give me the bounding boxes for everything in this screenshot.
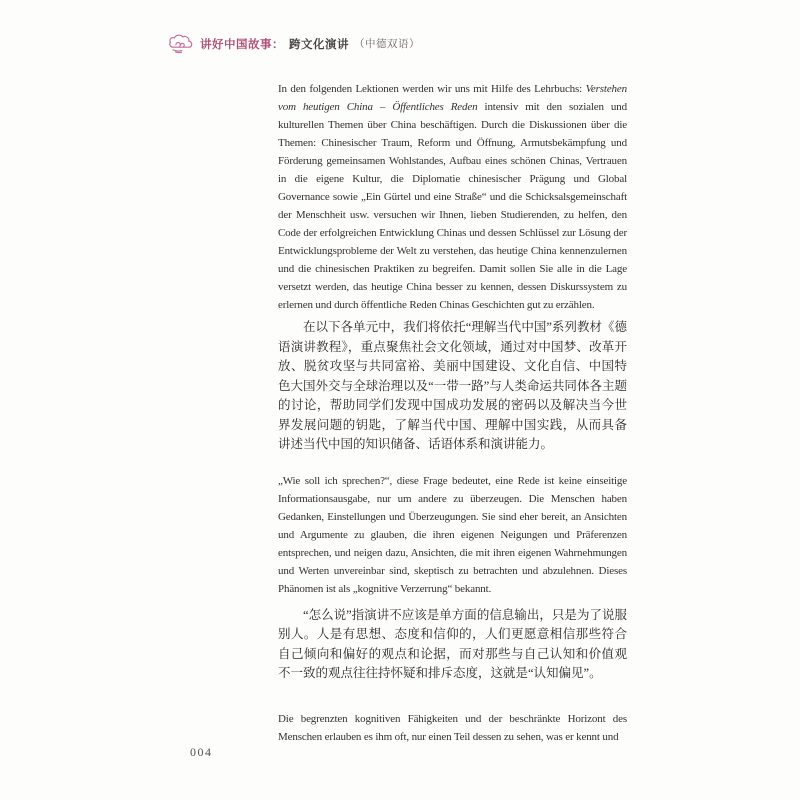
paragraph-chinese-1: 在以下各单元中，我们将依托“理解当代中国”系列教材《德语演讲教程》，重点聚焦社会文化领域，通过对中国梦、改革开放、脱贫攻坚与共同富裕、美丽中国建设、文化自信、中国特色大国外交与全球治理以及“一带一路”与人类命运共同体各主题的讨论，帮助同学们发现中国成功发展的密码以及解决当今世界发展问题的钥匙，了解当代中国、理解中国实践，从而具备讲述当代中国的知识储备、话语体系和演讲能力。 [278, 320, 627, 451]
paragraph-german-1 [278, 80, 627, 314]
running-head [167, 33, 420, 54]
text-column [278, 80, 627, 746]
book-subtitle: 跨文化演讲 [289, 38, 349, 51]
series-title: 讲好中国故事： [200, 38, 284, 51]
paragraph-german-1-continued: intensiv mit den sozialen und kulturellen Themen über China beschäftigen. Durch die Diskussionen über die Themen: Chinesischer Traum, Reform und Öffnung, Armutsbekämpfung und Förderung gemeinsamen Wohlstandes, Aufbau eines schönen Chinas, Vertrauen in die eigene Kultur, die Diplomatie chinesischer Prägung und Global Governance sowie „Ein Gürtel und eine Straße“ und die Schicksalsgemeinschaft der Menschheit usw. versuchen wir Ihnen, lieben Studierenden, zu helfen, den Code der erfolgreichen Entwicklung Chinas und dessen Schlüssel zur Lösung der Entwicklungsprobleme der Welt zu verstehen, das heutige China kennenzulernen und die chinesischen Praktiken zu begreifen. Damit sollen Sie alle in die Lage versetzt werden, das heutige China besser zu kennen, dessen Diskurssystem zu erlernen und durch öffentliche Reden Chinas Geschichten gut zu erzählen. [278, 101, 627, 311]
paragraph-german-3: Die begrenzten kognitiven Fähigkeiten und der beschränkte Horizont des Menschen erlauben es ihm oft, nur einen Teil dessen zu sehen, was er kennt und [278, 712, 627, 743]
edition-note: （中德双语） [354, 38, 420, 50]
paragraph-german-1-text: In den folgenden Lektionen werden wir uns mit Hilfe des Lehrbuchs: [278, 83, 586, 95]
auspicious-cloud-icon [167, 33, 195, 54]
book-title-italic: Verstehen vom heutigen China – Öffentliches Reden [278, 83, 627, 113]
page-number: 004 [190, 745, 213, 759]
paragraph-chinese-2: “怎么说”指演讲不应该是单方面的信息输出，只是为了说服别人。人是有思想、态度和信仰的，人们更愿意相信那些符合自己倾向和偏好的观点和论据，而对那些与自己认知和价值观不一致的观点往往持怀疑和排斥态度，这就是“认知偏见”。 [278, 607, 627, 680]
paragraph-german-2: „Wie soll ich sprechen?“, diese Frage bedeutet, eine Rede ist keine einseitige Informationsausgabe, nur um andere zu überzeugen. Die Menschen haben Gedanken, Einstellungen und Überzeugungen. Sie sind eher bereit, an Ansichten und Argumente zu glauben, die ihren eigenen Neigungen und Präferenzen entsprechen, und neigen dazu, Ansichten, die mit ihren eigenen Wahrnehmungen und Werten unvereinbar sind, skeptisch zu betrachten und abzulehnen. Dieses Phänomen ist als „kognitive Verzerrung“ bekannt. [278, 474, 627, 595]
